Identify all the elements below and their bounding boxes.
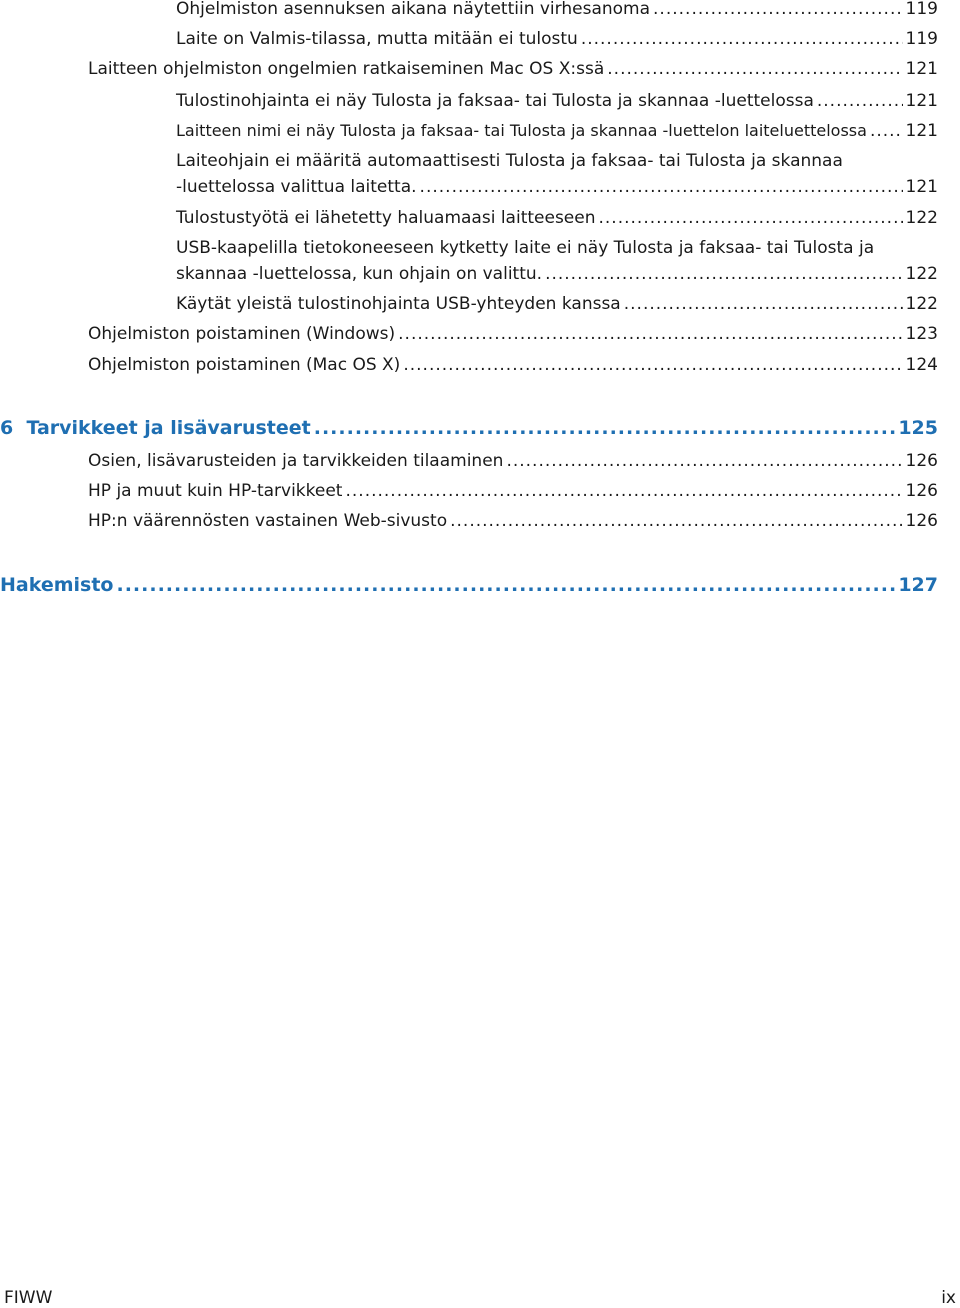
chapter-title: 6 Tarvikkeet ja lisävarusteet bbox=[0, 417, 311, 439]
toc-index-entry[interactable] bbox=[0, 572, 938, 598]
toc-entry-page: 119 bbox=[905, 0, 938, 19]
toc-entry-page: 122 bbox=[905, 294, 938, 314]
toc-entry-title: Laitteen ohjelmiston ongelmien ratkaiseminen Mac OS X:ssä bbox=[88, 59, 605, 79]
toc-entry-title-line2: skannaa -luettelossa, kun ohjain on valittu. bbox=[176, 264, 543, 284]
toc-entry-page: 121 bbox=[905, 59, 938, 79]
toc-entry[interactable] bbox=[176, 0, 938, 22]
index-title: Hakemisto bbox=[0, 574, 114, 596]
toc-entry[interactable] bbox=[176, 235, 938, 287]
toc-entry[interactable] bbox=[88, 321, 938, 347]
toc-entry-title-line2: -luettelossa valittua laitetta. bbox=[176, 177, 417, 197]
toc-entry-title: Ohjelmiston asennuksen aikana näytettiin virhesanoma bbox=[176, 0, 651, 19]
dot-leader bbox=[545, 261, 902, 287]
dot-leader bbox=[870, 118, 903, 144]
toc-entry-page: 122 bbox=[905, 264, 938, 284]
dot-leader bbox=[450, 508, 902, 534]
dot-leader bbox=[581, 26, 903, 52]
toc-entry[interactable] bbox=[88, 448, 938, 474]
toc-entry-page: 123 bbox=[905, 324, 938, 344]
toc-entry[interactable] bbox=[88, 478, 938, 504]
toc-entry-title: Ohjelmiston poistaminen (Windows) bbox=[88, 324, 396, 344]
toc-entry-title: Osien, lisävarusteiden ja tarvikkeiden tilaaminen bbox=[88, 451, 504, 471]
toc-entry-page: 121 bbox=[905, 177, 938, 197]
toc-entry-title: Käytät yleistä tulostinohjainta USB-yhteyden kanssa bbox=[176, 294, 621, 314]
toc-entry-title: HP ja muut kuin HP-tarvikkeet bbox=[88, 481, 343, 501]
index-page: 127 bbox=[898, 574, 938, 596]
toc-entry-title: Laite on Valmis-tilassa, mutta mitään ei tulostu bbox=[176, 29, 578, 49]
toc-entry-title: Tulostinohjainta ei näy Tulosta ja faksaa- tai Tulosta ja skannaa -luettelossa bbox=[176, 91, 814, 111]
toc-chapter-entry[interactable] bbox=[0, 415, 938, 441]
toc-entry-title-line1: Laiteohjain ei määritä automaattisesti Tulosta ja faksaa- tai Tulosta ja skannaa bbox=[176, 151, 843, 171]
toc-entry-title-line1: USB-kaapelilla tietokoneeseen kytketty laite ei näy Tulosta ja faksaa- tai Tulosta ja bbox=[176, 238, 875, 258]
toc-entry-page: 121 bbox=[905, 91, 938, 111]
toc-entry-title: Tulostustyötä ei lähetetty haluamaasi laitteeseen bbox=[176, 208, 596, 228]
toc-entry[interactable] bbox=[176, 205, 938, 231]
dot-leader bbox=[599, 205, 903, 231]
toc-entry-page: 119 bbox=[905, 29, 938, 49]
toc-entry-page: 122 bbox=[905, 208, 938, 228]
chapter-page: 125 bbox=[898, 417, 938, 439]
toc-entry[interactable] bbox=[88, 352, 938, 378]
toc-entry-page: 126 bbox=[905, 451, 938, 471]
toc-entry[interactable] bbox=[88, 56, 938, 82]
dot-leader bbox=[398, 321, 902, 347]
toc-entry[interactable] bbox=[176, 88, 938, 114]
dot-leader bbox=[624, 291, 903, 317]
toc-entry-page: 121 bbox=[905, 121, 938, 141]
footer-label: FIWW bbox=[4, 1288, 53, 1308]
dot-leader bbox=[607, 56, 902, 82]
page-number: ix bbox=[941, 1288, 956, 1308]
dot-leader bbox=[653, 0, 903, 22]
toc-entry-title: Ohjelmiston poistaminen (Mac OS X) bbox=[88, 355, 401, 375]
dot-leader bbox=[117, 572, 896, 598]
dot-leader bbox=[506, 448, 902, 474]
toc-entry[interactable] bbox=[176, 118, 938, 144]
toc-entry-title: HP:n väärennösten vastainen Web-sivusto bbox=[88, 511, 448, 531]
dot-leader bbox=[817, 88, 903, 114]
dot-leader bbox=[314, 415, 896, 441]
toc-entry[interactable] bbox=[176, 148, 938, 200]
toc-entry-title: Laitteen nimi ei näy Tulosta ja faksaa- tai Tulosta ja skannaa -luettelon laiteluettelossa bbox=[176, 121, 867, 140]
toc-entry-page: 126 bbox=[905, 481, 938, 501]
dot-leader bbox=[403, 352, 902, 378]
dot-leader bbox=[345, 478, 902, 504]
toc-entry-page: 126 bbox=[905, 511, 938, 531]
toc-entry[interactable] bbox=[176, 26, 938, 52]
dot-leader bbox=[420, 174, 903, 200]
toc-entry[interactable] bbox=[176, 291, 938, 317]
toc-entry-page: 124 bbox=[905, 355, 938, 375]
toc-entry[interactable] bbox=[88, 508, 938, 534]
